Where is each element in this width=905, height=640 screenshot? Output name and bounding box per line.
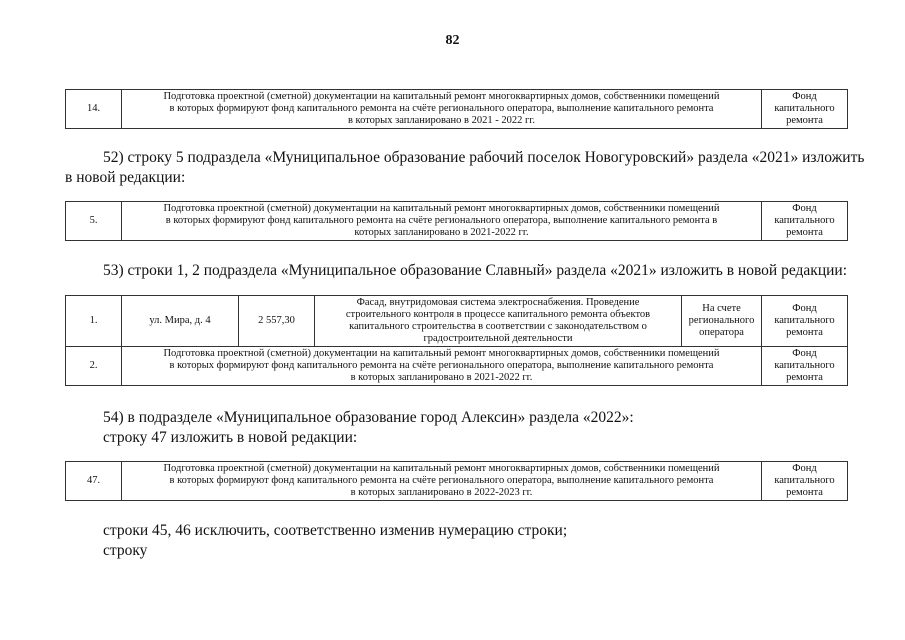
account-line: оператора	[699, 327, 744, 338]
table-row	[66, 462, 848, 501]
table-row	[66, 202, 848, 241]
fund-line: капитального	[774, 475, 835, 486]
row-fund	[762, 90, 848, 129]
table-row-47	[65, 461, 848, 501]
work-line: Фасад, внутридомовая система электроснабжения. Проведение	[356, 297, 640, 308]
row-fund	[762, 347, 848, 386]
paragraph-53	[65, 261, 855, 281]
row-fund	[762, 462, 848, 501]
row-number: 47.	[66, 462, 122, 501]
row-work-types	[315, 296, 682, 347]
fund-line: ремонта	[786, 227, 823, 238]
row-address: ул. Мира, д. 4	[122, 296, 239, 347]
paragraph-52	[65, 148, 865, 188]
description-line: Подготовка проектной (сметной) документации на капитальный ремонт многоквартирных домов, собственники помещений	[163, 203, 720, 214]
row-amount: 2 557,30	[239, 296, 315, 347]
row-description	[122, 462, 762, 501]
paragraph-line: строки 45, 46 исключить, соответственно изменив нумерацию строки;	[103, 522, 568, 539]
page-number: 82	[445, 33, 460, 48]
row-number: 5.	[66, 202, 122, 241]
fund-line: капитального	[774, 215, 835, 226]
fund-line: Фонд	[792, 91, 817, 102]
fund-line: капитального	[774, 315, 835, 326]
description-line: которых запланировано в 2021-2022 гг.	[354, 227, 529, 238]
fund-line: Фонд	[792, 348, 817, 359]
description-line: в которых запланировано в 2021 - 2022 гг.	[347, 115, 536, 126]
row-description	[122, 90, 762, 129]
description-line: в которых формируют фонд капитального ремонта на счёте регионального оператора, выполнение капитального ремонта в	[165, 215, 718, 226]
paragraph-final	[65, 521, 855, 561]
paragraph-54	[65, 408, 855, 448]
fund-line: капитального	[774, 360, 835, 371]
description-line: Подготовка проектной (сметной) документации на капитальный ремонт многоквартирных домов, собственники помещений	[163, 91, 720, 102]
row-account	[682, 296, 762, 347]
paragraph-line: 53) строки 1, 2 подраздела «Муниципальное образование Славный» раздела «2021» изложить в новой редакции:	[103, 262, 848, 279]
row-fund	[762, 202, 848, 241]
fund-line: ремонта	[786, 487, 823, 498]
description-line: Подготовка проектной (сметной) документации на капитальный ремонт многоквартирных домов, собственники помещений	[163, 348, 720, 359]
account-line: регионального	[688, 315, 755, 326]
description-line: в которых формируют фонд капитального ремонта на счёте регионального оператора, выполнение капитального ремонта	[169, 103, 714, 114]
fund-line: Фонд	[792, 463, 817, 474]
description-line: в которых формируют фонд капитального ремонта на счёте регионального оператора, выполнение капитального ремонта	[169, 360, 714, 371]
table-rows-1-2	[65, 295, 848, 386]
description-line: Подготовка проектной (сметной) документации на капитальный ремонт многоквартирных домов, собственники помещений	[163, 463, 720, 474]
work-line: строительного контроля в процессе капитального ремонта объектов	[345, 309, 651, 320]
paragraph-line: строку 47 изложить в новой редакции:	[103, 429, 358, 446]
row-number: 2.	[66, 347, 122, 386]
description-line: в которых запланировано в 2022-2023 гг.	[350, 487, 533, 498]
fund-line: ремонта	[786, 372, 823, 383]
fund-line: капитального	[774, 103, 835, 114]
account-line: На счете	[702, 303, 741, 314]
paragraph-line: строку	[103, 542, 148, 559]
row-fund	[762, 296, 848, 347]
table-row	[66, 90, 848, 129]
fund-line: Фонд	[792, 303, 817, 314]
table-row-14	[65, 89, 848, 129]
table-row-5	[65, 201, 848, 241]
fund-line: ремонта	[786, 327, 823, 338]
description-line: в которых запланировано в 2021-2022 гг.	[350, 372, 533, 383]
work-line: градостроительной деятельности	[423, 333, 573, 344]
row-number: 1.	[66, 296, 122, 347]
row-number: 14.	[66, 90, 122, 129]
paragraph-line: в новой редакции:	[65, 169, 186, 186]
fund-line: Фонд	[792, 203, 817, 214]
row-description	[122, 347, 762, 386]
table-row	[66, 296, 848, 347]
table-row	[66, 347, 848, 386]
fund-line: ремонта	[786, 115, 823, 126]
paragraph-line: 54) в подразделе «Муниципальное образование город Алексин» раздела «2022»:	[103, 409, 634, 426]
row-description	[122, 202, 762, 241]
description-line: в которых формируют фонд капитального ремонта на счёте регионального оператора, выполнение капитального ремонта	[169, 475, 714, 486]
work-line: капитального строительства в соответствии с законодательством о	[349, 321, 647, 332]
paragraph-line: 52) строку 5 подраздела «Муниципальное образование рабочий поселок Новогуровский» раздела «2021» изложить	[103, 149, 865, 166]
